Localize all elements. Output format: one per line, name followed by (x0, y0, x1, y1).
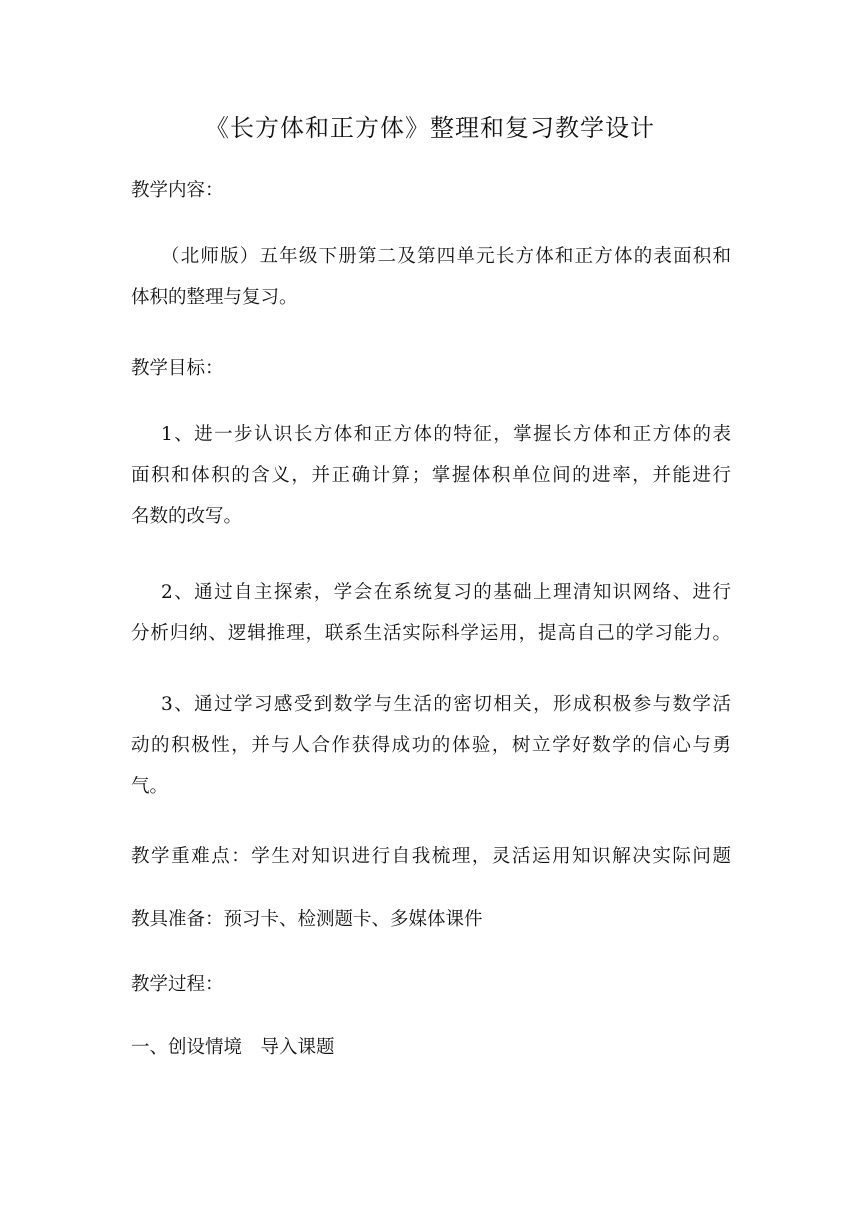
goal-1-line-1: 1、进一步认识长方体和正方体的特征，掌握长方体和正方体的表 (161, 424, 731, 445)
content-heading (131, 170, 731, 211)
goals-heading (131, 348, 731, 389)
goals-heading-text: 教学目标： (131, 358, 224, 379)
goal-3-line-2: 动的积极性，并与人合作获得成功的体验，树立学好数学的信心与勇 (131, 735, 731, 756)
materials-text: 教具准备：预习卡、检测题卡、多媒体课件 (131, 909, 483, 930)
goal-2-line-2: 分析归纳、逻辑推理，联系生活实际科学运用，提高自己的学习能力。 (131, 623, 731, 644)
goal-1-paragraph (131, 414, 731, 537)
key-points (131, 836, 731, 877)
goal-1-line-3: 名数的改写。 (131, 506, 243, 527)
goal-1-line-2: 面积和体积的含义，并正确计算；掌握体积单位间的进率，并能进行 (131, 465, 731, 486)
content-line-1: （北师版）五年级下册第二及第四单元长方体和正方体的表面积和 (161, 246, 731, 267)
process-heading (131, 964, 731, 1005)
section-1-heading (131, 1027, 731, 1068)
key-points-text: 教学重难点：学生对知识进行自我梳理，灵活运用知识解决实际问题 (131, 846, 731, 867)
section-1-heading-text: 一、创设情境 导入课题 (131, 1037, 335, 1058)
document-title: 《长方体和正方体》整理和复习教学设计 (205, 114, 655, 142)
process-heading-text: 教学过程： (131, 974, 224, 995)
content-line-2: 体积的整理与复习。 (131, 287, 298, 308)
goal-3-line-1: 3、通过学习感受到数学与生活的密切相关，形成积极参与数学活 (161, 694, 731, 715)
goal-3-paragraph (131, 684, 731, 807)
goal-3-line-3: 气。 (131, 776, 169, 797)
content-heading-text: 教学内容： (131, 180, 224, 201)
content-paragraph (131, 236, 731, 318)
goal-2-line-1: 2、通过自主探索，学会在系统复习的基础上理清知识网络、进行 (161, 582, 731, 603)
goal-2-paragraph (131, 572, 731, 654)
materials (131, 899, 731, 940)
